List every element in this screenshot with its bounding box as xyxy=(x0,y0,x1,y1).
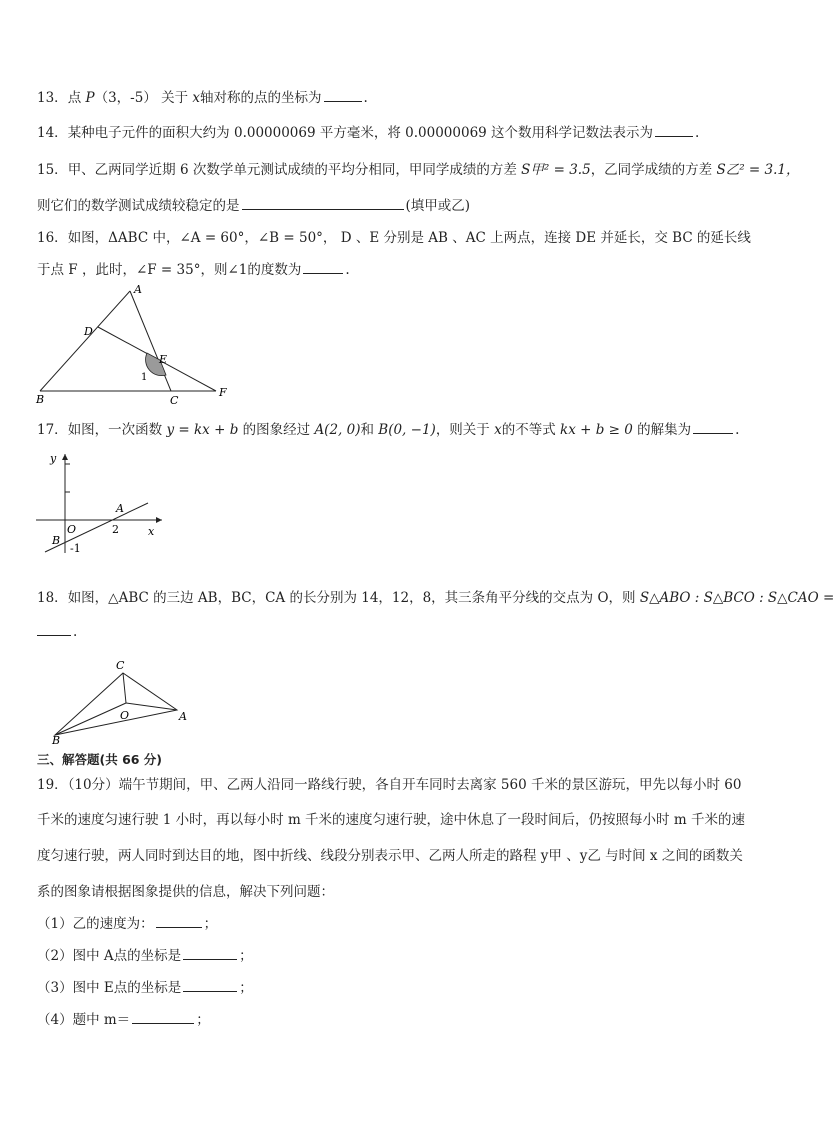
answer-blank[interactable] xyxy=(183,979,237,992)
q14-text: 某种电子元件的面积大约为 0.00000069 平方毫米，将 0.00000069 这个数用科学记数法表示为 xyxy=(67,125,654,141)
question-14 xyxy=(37,124,699,142)
q14-end: . xyxy=(695,125,700,141)
label-f: F xyxy=(219,386,227,399)
q15-text-a: 甲、乙两同学近期 6 次数学单元测试成绩的平均分相同，甲同学成绩的方差 xyxy=(67,162,517,178)
segment-ab xyxy=(40,291,130,391)
semicolon: ； xyxy=(239,980,253,996)
question-17 xyxy=(37,421,739,439)
q17-var: x xyxy=(494,422,502,438)
q18-end: . xyxy=(73,624,78,640)
label-c: C xyxy=(170,394,179,407)
q17-point-a: A(2, 0) xyxy=(314,422,361,438)
q19-sub3-label: （3）图中 E点的坐标是 xyxy=(37,980,182,996)
q19-score: （10分） xyxy=(67,777,119,793)
question-18-line2 xyxy=(37,623,77,641)
q17-text-b: 的图象经过 xyxy=(242,422,311,438)
label-b: B xyxy=(36,393,45,406)
y-axis-arrow-icon xyxy=(62,454,68,460)
q17-end: . xyxy=(735,422,740,438)
q17-text-c: ，则关于 xyxy=(435,422,490,438)
x-axis-arrow-icon xyxy=(156,517,162,523)
function-line xyxy=(45,503,148,552)
question-number: 19． xyxy=(37,777,68,793)
q17-and: 和 xyxy=(360,422,374,438)
answer-blank[interactable] xyxy=(156,915,202,928)
triangle-abc xyxy=(55,673,177,735)
q15-text-b: ，乙同学成绩的方差 xyxy=(590,162,713,178)
question-number: 13． xyxy=(37,90,68,106)
question-19-line4: 系的图象请根据图象提供的信息，解决下列问题： xyxy=(37,884,334,900)
q13-end: . xyxy=(363,90,368,106)
segment-co xyxy=(123,673,126,703)
coordinate-graph-q17 xyxy=(32,448,172,556)
semicolon: ； xyxy=(196,1012,210,1028)
question-19-line3: 度匀速行驶，两人同时到达目的地，图中折线、线段分别表示甲、乙两人所走的路程 y甲 、y乙 与时间 x 之间的函数关 xyxy=(37,848,743,864)
answer-blank[interactable] xyxy=(693,421,733,434)
q15-variance-jia: S甲² = 3.5 xyxy=(521,162,591,178)
section-title: 三、解答题(共 66 分) xyxy=(37,752,163,767)
q16-text-a: 如图，ΔABC 中，∠A = 60°，∠B = 50°， D 、E 分别是 AB 、AC 上两点，连接 DE 并延长，交 BC 的延长线 xyxy=(67,230,751,246)
answer-blank[interactable] xyxy=(242,197,404,210)
answer-blank[interactable] xyxy=(37,623,71,636)
answer-blank[interactable] xyxy=(324,89,362,102)
question-number: 16． xyxy=(37,230,68,246)
label-e: E xyxy=(159,353,168,366)
q19-sub1-label: （1）乙的速度为： xyxy=(37,916,154,932)
q13-text-c: 轴对称的点的坐标为 xyxy=(200,90,322,106)
question-number: 17． xyxy=(37,422,68,438)
label-o: O xyxy=(67,523,77,536)
q17-inequality: kx + b ≥ 0 xyxy=(560,422,633,438)
q19-line1: 端午节期间，甲、乙两人沿同一路线行驶，各自开车同时去离家 560 千米的景区游玩，甲先以每小时 60 xyxy=(118,777,742,793)
answer-blank[interactable] xyxy=(303,261,343,274)
label-a: A xyxy=(179,710,187,723)
q19-subquestion-4 xyxy=(37,1011,210,1029)
label-d: D xyxy=(84,325,93,338)
q18-ratio: S△ABO : S△BCO : S△CAO = xyxy=(639,590,834,606)
label-a: A xyxy=(134,283,142,296)
q19-sub2-label: （2）图中 A点的坐标是 xyxy=(37,948,182,964)
q17-function: y = kx + b xyxy=(166,422,239,438)
question-19-line2: 千米的速度匀速行驶 1 小时，再以每小时 m 千米的速度匀速行驶，途中休息了一段时间后，仍按照每小时 m 千米的速 xyxy=(37,812,745,828)
segment-ac xyxy=(130,291,171,391)
answer-blank[interactable] xyxy=(183,947,237,960)
question-16 xyxy=(37,229,751,247)
label-a: A xyxy=(116,502,124,515)
answer-blank[interactable] xyxy=(132,1011,194,1024)
label-b: B xyxy=(52,534,61,547)
question-18 xyxy=(37,589,834,607)
q18-text-a: 如图，△ABC 的三边 AB，BC，CA 的长分别为 14，12，8，其三条角平分线的交点为 O，则 xyxy=(67,590,636,606)
q17-text-a: 如图，一次函数 xyxy=(67,422,163,438)
label-neg1: -1 xyxy=(70,542,81,555)
q17-point-b: B(0, −1) xyxy=(378,422,436,438)
q17-text-d: 的不等式 xyxy=(501,422,556,438)
triangle-figure-q16 xyxy=(30,283,240,408)
q15-line2-end: (填甲或乙) xyxy=(405,198,471,214)
segment-ao xyxy=(126,703,177,710)
question-number: 15． xyxy=(37,162,68,178)
q13-coords: （3，-5） xyxy=(94,90,157,106)
q13-text-b: 关于 xyxy=(161,90,189,106)
semicolon: ； xyxy=(239,948,253,964)
q13-text-a: 点 xyxy=(67,90,82,106)
question-15 xyxy=(37,161,800,179)
question-number: 14． xyxy=(37,125,68,141)
q16-line2: 于点 F ，此时，∠F = 35°，则∠1的度数为 xyxy=(37,262,302,278)
q13-axis: x xyxy=(192,90,201,106)
semicolon: ； xyxy=(203,916,218,932)
label-o: O xyxy=(120,709,130,722)
question-number: 18． xyxy=(37,590,68,606)
answer-blank[interactable] xyxy=(655,124,693,137)
segment-bo xyxy=(55,703,126,735)
question-13 xyxy=(37,89,368,107)
label-y: y xyxy=(50,452,57,465)
q19-subquestion-2 xyxy=(37,947,253,965)
q15-variance-yi: S乙² = 3.1， xyxy=(716,162,800,178)
question-16-line2 xyxy=(37,261,350,279)
label-2: 2 xyxy=(112,523,119,536)
q17-text-e: 的解集为 xyxy=(637,422,692,438)
question-19 xyxy=(37,776,741,794)
label-c: C xyxy=(116,659,125,672)
q15-line2: 则它们的数学测试成绩较稳定的是 xyxy=(37,198,240,214)
q19-subquestion-1 xyxy=(37,915,217,933)
label-b: B xyxy=(52,734,61,747)
q19-sub4-label: （4）题中 m＝ xyxy=(37,1012,131,1028)
label-angle-1: 1 xyxy=(141,372,148,383)
q13-point: P xyxy=(85,90,95,106)
q19-subquestion-3 xyxy=(37,979,253,997)
label-x: x xyxy=(148,525,155,538)
q16-end: . xyxy=(345,262,350,278)
triangle-figure-q18 xyxy=(40,655,200,745)
question-15-line2 xyxy=(37,197,470,215)
